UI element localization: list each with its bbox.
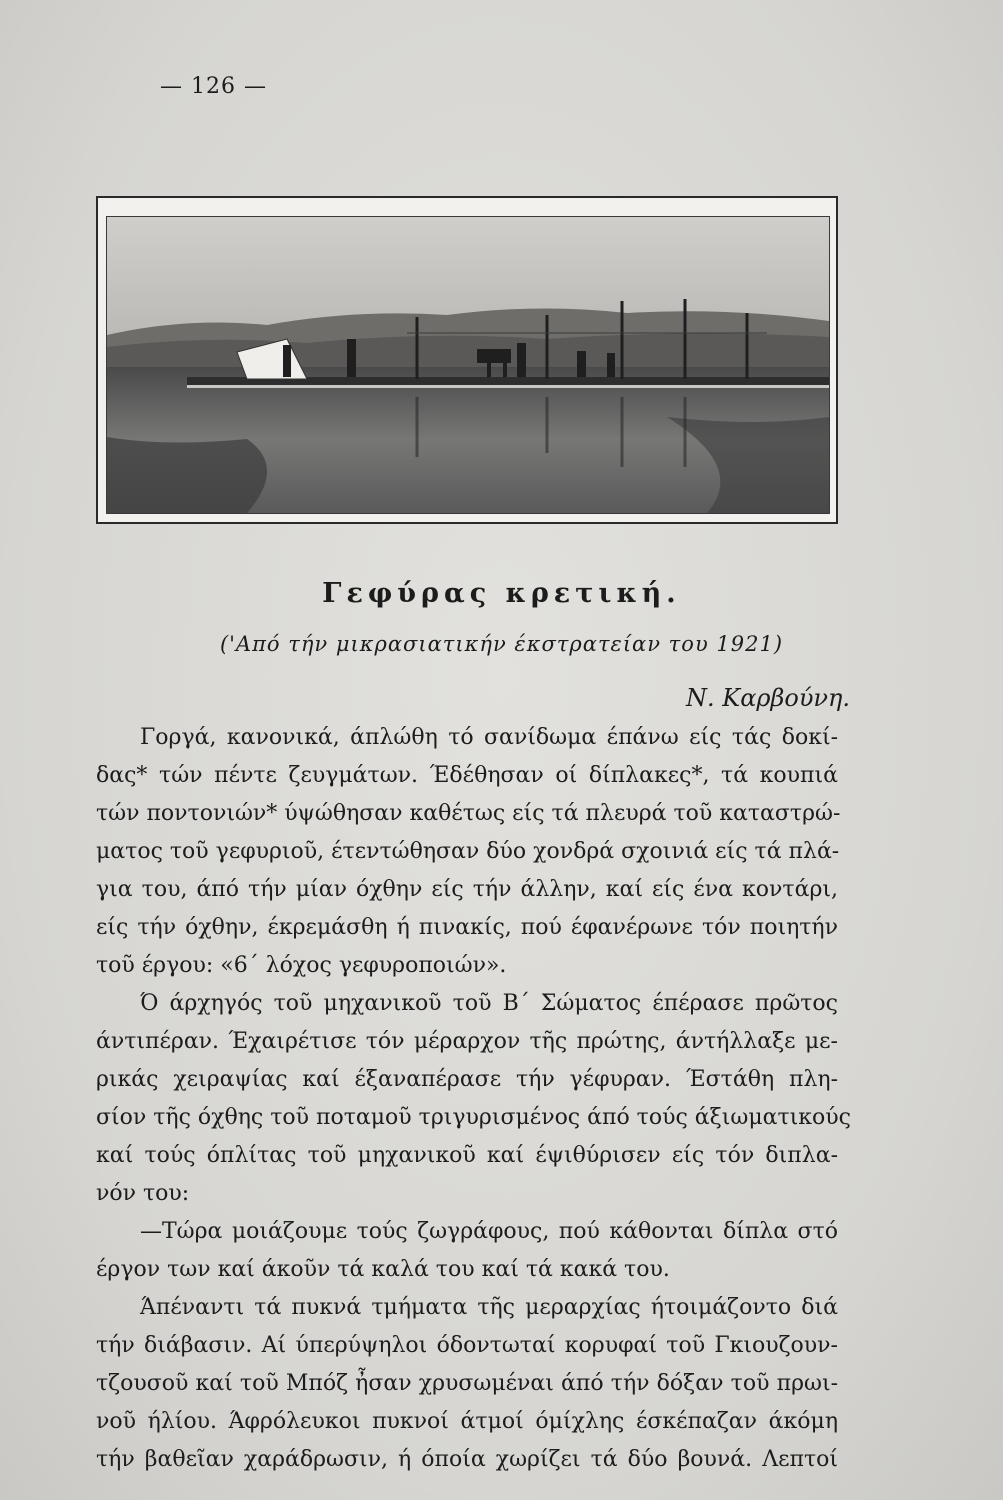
text-line: δας* τών πέντε ζευγμάτων. Έδέθησαν οί δίπλακες*, τά κουπιά (96, 763, 838, 788)
text-line: καί τούς όπλίτας τοῦ μηχανικοῦ καί έψιθύρισεν είς τόν διπλα- (96, 1143, 838, 1168)
text-line: τών ποντονιών* ύψώθησαν καθέτως είς τά πλευρά τοῦ καταστρώ- (96, 801, 841, 826)
text-line: τζουσοῦ καί τοῦ Μπόζ ἦσαν χρυσωμέναι άπό τήν δόξαν τοῦ πρωι- (96, 1371, 838, 1396)
text-line: τοῦ έργου: «6΄ λόχος γεφυροποιών». (96, 953, 507, 978)
text-line: —Τώρα μοιάζουμε τούς ζωγράφους, πού κάθονται δίπλα στό (140, 1219, 838, 1244)
text-line: είς τήν όχθην, έκρεμάσθη ή πινακίς, πού έφανέρωνε τόν ποιητήν (96, 915, 838, 940)
caption-subtitle: ('Από τήν μικρασιατικήν έκστρατείαν του 1921) (219, 632, 784, 656)
text-line: τήν βαθεῖαν χαράδρωσιν, ή όποία χωρίζει τά δύο βουνά. Λεπτοί (96, 1447, 838, 1472)
text-line: σίον τῆς όχθης τοῦ ποταμοῦ τριγυρισμένος άπό τούς άξιωματικούς (96, 1105, 851, 1130)
text-line: νοῦ ήλίου. Άφρόλευκοι πυκνοί άτμοί όμίχλης έσκέπαζαν άκόμη (96, 1409, 838, 1434)
text-line: ματος τοῦ γεφυριοῦ, έτεντώθησαν δύο χονδρά σχοινιά είς τά πλά- (96, 839, 840, 864)
text-line: Άπέναντι τά πυκνά τμήματα τῆς μεραρχίας ήτοιμάζοντο διά (140, 1295, 838, 1320)
page-number: — 126 — (160, 74, 267, 99)
text-line: Γοργά, κανονικά, άπλώθη τό σανίδωμα έπάνω είς τάς δοκί- (140, 725, 838, 750)
text-line: τήν διάβασιν. Αί ύπερύψηλοι όδοντωταί κορυφαί τοῦ Γκιουζουν- (96, 1333, 838, 1358)
text-line: νόν του: (96, 1181, 190, 1206)
text-line: άντιπέραν. Έχαιρέτισε τόν μέραρχον τῆς πρώτης, άντήλλαξε με- (96, 1029, 838, 1054)
author: Ν. Καρβούνη. (686, 684, 851, 712)
photo-frame (96, 196, 838, 524)
text-line: για του, άπό τήν μίαν όχθην είς τήν άλλην, καί είς ένα κοντάρι, (96, 877, 838, 902)
text-line: έργον των καί άκοῦν τά καλά του καί τά κακά του. (96, 1257, 670, 1282)
caption-title: Γεφύρας κρετική. (322, 578, 681, 609)
text-line: ρικάς χειραψίας καί έξαναπέρασε τήν γέφυραν. Έστάθη πλη- (96, 1067, 838, 1092)
bridge-photo (106, 216, 830, 514)
text-line: Ό άρχηγός τοῦ μηχανικοῦ τοῦ Β΄ Σώματος έπέρασε πρῶτος (140, 991, 838, 1016)
